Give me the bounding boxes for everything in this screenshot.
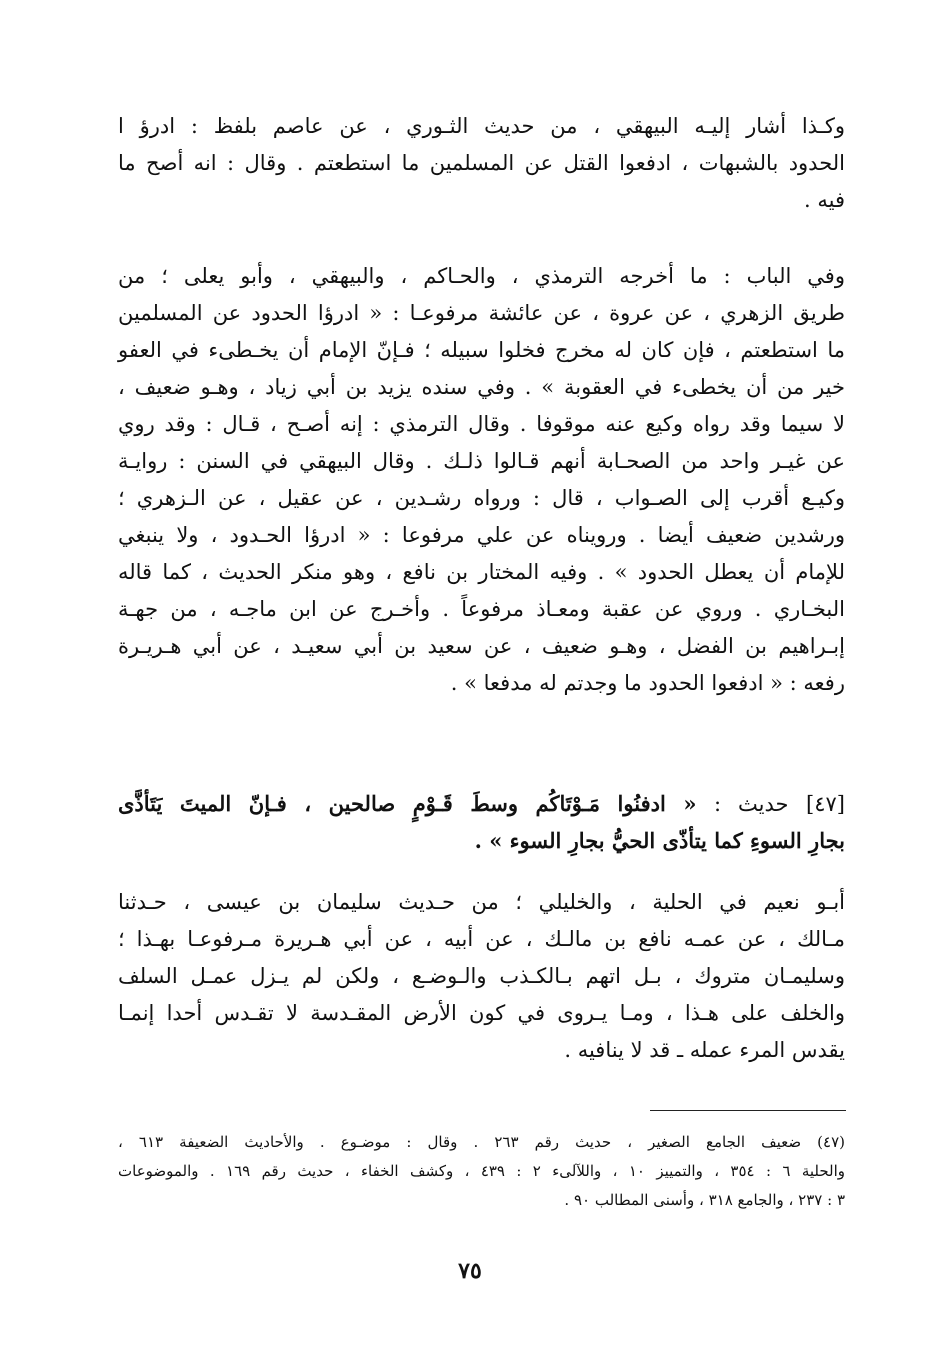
hadith-number: [٤٧] bbox=[806, 792, 845, 816]
paragraph-2-line: خير من أن يخطىء في العقوبة » . وفي سنده يزيد بن أبي زياد ، وهـو ضعيف ، bbox=[118, 375, 845, 399]
paragraph-3 bbox=[118, 884, 845, 1069]
hadith-line-2: بجارِ السوءِ كما يتأذّى الحيُّ بجارِ السوء » . bbox=[474, 828, 845, 853]
paragraph-2 bbox=[118, 258, 845, 702]
paragraph-1-line: الحدود بالشبهات ، ادفعوا القتل عن المسلمين ما استطعتم . وقال : انه أصح ما bbox=[118, 151, 845, 175]
paragraph-2-line: ما استطعتم ، فإن كان له مخرج فخلوا سبيله ؛ فـإنّ الإمام أن يخـطىء في العفو bbox=[118, 338, 845, 362]
paragraph-2-line: للإمام أن يعطل الحدود » . وفيه المختار بن نافع ، وهو منكر الحديث ، كما قاله bbox=[118, 560, 845, 584]
paragraph-1-line: فيه . bbox=[804, 188, 845, 212]
paragraph-2-line: عن غيـر واحد من الصحـابة أنهم قـالوا ذلـك . وقال البيهقي في السنن : روايـة bbox=[118, 449, 845, 473]
paragraph-3-line: أبـو نعيم في الحلية ، والخليلي ؛ من حـديث سليمان بن عيسى ، حـدثنا bbox=[118, 890, 845, 914]
paragraph-2-line: لا سيما وقد رواه وكيع عنه موقوفا . وقال الترمذي : إنه أصـح ، قـال : وقد روي bbox=[118, 412, 845, 436]
paragraph-2-line: طريق الزهري ، عن عروة ، عن عائشة مرفوعـا : « ادرؤا الحدود عن المسلمين bbox=[118, 301, 845, 325]
footnote bbox=[118, 1128, 845, 1215]
hadith-line-1 bbox=[118, 785, 845, 822]
paragraph-2-line: ورشدين ضعيف أيضا . ورويناه عن علي مرفوعا : « ادرؤا الحـدود ، ولا ينبغي bbox=[118, 523, 845, 547]
hadith-lead: حديث : bbox=[714, 792, 789, 816]
paragraph-3-line: وسليمـان متروك ، بـل اتهم بـالكـذب والـوضـع ، ولكن لم يـزل عمـل السلف bbox=[118, 964, 845, 988]
paragraph-2-line: إبـراهيم بن الفضل ، وهـو ضعيف ، عن سعيد بن أبي سعيـد ، عن أبي هـريـرة bbox=[118, 634, 845, 658]
paragraph-1 bbox=[118, 108, 845, 219]
page-number: ٧٥ bbox=[458, 1258, 482, 1284]
paragraph-1-line: وكـذا أشار إليـه البيهقي ، من حديث الثـوري ، عن عاصم بلفظ : ادرؤ ا bbox=[118, 114, 845, 138]
paragraph-2-line: وفي الباب : ما أخرجه الترمذي ، والحـاكم ، والبيهقي ، وأبو يعلى ؛ من bbox=[118, 264, 845, 288]
footnote-line: ٣ : ٢٣٧ ، والجامع ٣١٨ ، وأسنى المطالب ٩٠ . bbox=[564, 1191, 845, 1209]
paragraph-3-line: يقدس المرء عمله ـ قد لا ينافيه . bbox=[564, 1038, 845, 1062]
hadith-text: « ادفنُوا مَـوْتَاكُم وسطَ قَـوْمٍ صالحين ، فـإنّ الميتَ يَتَأذَّى bbox=[118, 791, 697, 816]
paragraph-2-line: وكيـع أقرب إلى الصـواب ، قال : ورواه رشـدين ، عن عقيل ، عن الـزهري ؛ bbox=[118, 486, 845, 510]
paragraph-3-line: مـالك ، عن عمـه نافع بن مالـك ، عن أبيه ، عن أبي هـريرة مـرفوعـا بهـذا ؛ bbox=[118, 927, 845, 951]
paragraph-2-line: البخـاري . وروي عن عقبة ومعـاذ مرفوعاً . وأخـرج عن ابن ماجـه ، من جهـة bbox=[118, 597, 845, 621]
footnote-line: والحلية ٦ : ٣٥٤ ، والتمييز ١٠ ، واللآلىء ٢ : ٤٣٩ ، وكشف الخفاء ، حديث رقم ١٦٩ . والموضوعات bbox=[118, 1162, 846, 1180]
paragraph-2-line: رفعه : « ادفعوا الحدود ما وجدتم له مدفعا » . bbox=[450, 671, 845, 695]
footnote-divider bbox=[650, 1110, 846, 1111]
paragraph-3-line: والخلف على هـذا ، ومـا يـروى في كون الأرض المقـدسة لا تقـدس أحدا إنمـا bbox=[118, 1001, 845, 1025]
hadith-heading bbox=[118, 785, 845, 859]
footnote-line: (٤٧) ضعيف الجامع الصغير ، حديث رقم ٢٦٣ . وقال : موضـوع . والأحاديث الضعيفة ٦١٣ ، bbox=[118, 1133, 846, 1151]
